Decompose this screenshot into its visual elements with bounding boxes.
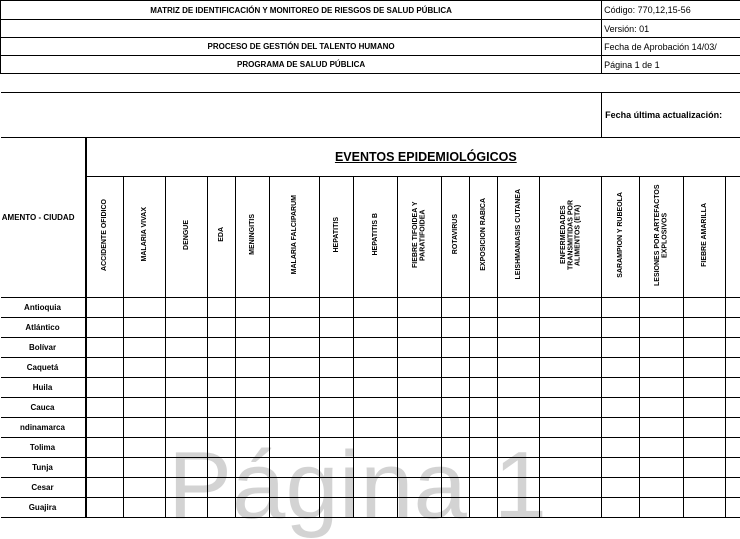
data-cell[interactable] (320, 438, 354, 458)
data-cell[interactable] (498, 418, 540, 438)
data-cell[interactable] (684, 398, 726, 418)
data-cell[interactable] (354, 438, 398, 458)
data-cell[interactable] (166, 378, 208, 398)
data-cell[interactable] (166, 398, 208, 418)
data-cell[interactable] (86, 338, 124, 358)
data-cell[interactable] (540, 338, 602, 358)
event-column-label: EDA (218, 227, 225, 242)
data-cell[interactable] (442, 358, 470, 378)
table-row (1, 338, 740, 358)
department-city-header: AMENTO - CIUDAD (1, 138, 86, 298)
data-cell[interactable] (442, 478, 470, 498)
data-cell[interactable] (208, 378, 236, 398)
data-cell[interactable] (470, 438, 498, 458)
data-cell[interactable] (124, 418, 166, 438)
data-cell[interactable] (86, 378, 124, 398)
event-column-header (320, 177, 354, 298)
data-cell[interactable] (398, 378, 442, 398)
data-cell[interactable] (498, 378, 540, 398)
data-cell[interactable] (354, 458, 398, 478)
event-column-header (540, 177, 602, 298)
data-cell[interactable] (602, 378, 640, 398)
data-cell[interactable] (498, 338, 540, 358)
data-cell[interactable] (320, 418, 354, 438)
event-column-label: SARAMPION Y RUBEOLA (617, 192, 624, 278)
data-cell[interactable] (640, 418, 684, 438)
blank-header-row (1, 20, 602, 38)
event-column-header (208, 177, 236, 298)
table-row (1, 358, 740, 378)
event-column-header (470, 177, 498, 298)
data-cell[interactable] (354, 298, 398, 318)
data-cell[interactable] (470, 498, 498, 518)
data-cell[interactable] (726, 438, 740, 458)
approval-date: Fecha de Aprobación 14/03/ (602, 38, 740, 56)
document-version: Versión: 01 (602, 20, 740, 38)
data-cell[interactable] (540, 478, 602, 498)
data-cell[interactable] (470, 338, 498, 358)
data-cell[interactable] (236, 378, 270, 398)
data-cell[interactable] (270, 498, 320, 518)
data-cell[interactable] (640, 358, 684, 378)
event-column-header (236, 177, 270, 298)
event-column-header (86, 177, 124, 298)
data-cell[interactable] (320, 458, 354, 478)
data-cell[interactable] (470, 478, 498, 498)
data-cell[interactable] (124, 338, 166, 358)
event-column-label: LESIONES POR ARTEFACTOS EXPLOSIVOS (654, 179, 669, 291)
data-cell[interactable] (166, 298, 208, 318)
table-row (1, 438, 740, 458)
data-cell[interactable] (470, 378, 498, 398)
data-cell[interactable] (602, 458, 640, 478)
data-cell[interactable] (86, 498, 124, 518)
data-cell[interactable] (86, 438, 124, 458)
event-column-header (640, 177, 684, 298)
event-column-label: HEPATITIS B (372, 213, 379, 256)
event-column-header (124, 177, 166, 298)
data-cell[interactable] (208, 458, 236, 478)
data-cell[interactable] (236, 498, 270, 518)
data-cell[interactable] (270, 418, 320, 438)
data-cell[interactable] (166, 338, 208, 358)
data-cell[interactable] (726, 498, 740, 518)
data-cell[interactable] (540, 398, 602, 418)
data-cell[interactable] (640, 478, 684, 498)
data-cell[interactable] (684, 478, 726, 498)
data-cell[interactable] (684, 378, 726, 398)
data-cell[interactable] (442, 338, 470, 358)
data-cell[interactable] (726, 358, 740, 378)
city-label: Cauca (1, 398, 86, 418)
data-cell[interactable] (470, 418, 498, 438)
data-cell[interactable] (166, 438, 208, 458)
data-cell[interactable] (208, 438, 236, 458)
data-cell[interactable] (166, 358, 208, 378)
data-cell[interactable] (602, 298, 640, 318)
table-row (1, 418, 740, 438)
data-cell[interactable] (540, 418, 602, 438)
city-label: Caquetá (1, 358, 86, 378)
data-cell[interactable] (726, 398, 740, 418)
data-cell[interactable] (470, 298, 498, 318)
data-cell[interactable] (398, 498, 442, 518)
data-cell[interactable] (398, 318, 442, 338)
data-cell[interactable] (442, 498, 470, 518)
data-cell[interactable] (124, 318, 166, 338)
data-cell[interactable] (166, 478, 208, 498)
events-title: EVENTOS EPIDEMIOLÓGICOS (86, 138, 740, 177)
data-cell[interactable] (498, 398, 540, 418)
city-label: ndinamarca (1, 418, 86, 438)
data-cell[interactable] (640, 338, 684, 358)
data-cell[interactable] (86, 298, 124, 318)
table-row (1, 458, 740, 478)
spacer-row (1, 74, 740, 93)
event-column-label: ACCIDENTE OFIDICO (101, 199, 108, 271)
data-cell[interactable] (354, 338, 398, 358)
event-column-header-partial (726, 177, 740, 298)
event-column-header (166, 177, 208, 298)
data-cell[interactable] (320, 318, 354, 338)
data-cell[interactable] (442, 438, 470, 458)
data-cell[interactable] (684, 318, 726, 338)
data-cell[interactable] (270, 298, 320, 318)
data-cell[interactable] (236, 478, 270, 498)
data-cell[interactable] (208, 358, 236, 378)
data-cell[interactable] (498, 498, 540, 518)
data-cell[interactable] (684, 358, 726, 378)
data-cell[interactable] (726, 338, 740, 358)
data-cell[interactable] (498, 298, 540, 318)
data-cell[interactable] (270, 458, 320, 478)
data-cell[interactable] (236, 458, 270, 478)
data-cell[interactable] (684, 438, 726, 458)
data-cell[interactable] (398, 398, 442, 418)
data-cell[interactable] (354, 378, 398, 398)
program-name: PROGRAMA DE SALUD PÚBLICA (1, 56, 602, 74)
data-cell[interactable] (726, 318, 740, 338)
data-cell[interactable] (86, 418, 124, 438)
data-cell[interactable] (498, 358, 540, 378)
data-cell[interactable] (270, 338, 320, 358)
data-cell[interactable] (124, 458, 166, 478)
data-cell[interactable] (166, 498, 208, 518)
data-cell[interactable] (540, 378, 602, 398)
document-code: Código: 770,12,15-56 (602, 1, 740, 20)
data-cell[interactable] (320, 378, 354, 398)
data-cell[interactable] (208, 478, 236, 498)
data-cell[interactable] (354, 398, 398, 418)
data-cell[interactable] (270, 398, 320, 418)
data-cell[interactable] (270, 318, 320, 338)
data-cell[interactable] (684, 458, 726, 478)
page-watermark: Página 1 (168, 438, 547, 534)
data-cell[interactable] (640, 298, 684, 318)
data-cell[interactable] (124, 498, 166, 518)
event-column-label: DENGUE (183, 220, 190, 250)
data-cell[interactable] (166, 418, 208, 438)
event-column-label: LEISHMANIASIS CUTANEA (515, 189, 522, 279)
data-cell[interactable] (726, 378, 740, 398)
data-cell[interactable] (498, 478, 540, 498)
data-cell[interactable] (442, 418, 470, 438)
data-cell[interactable] (398, 418, 442, 438)
data-cell[interactable] (236, 438, 270, 458)
data-cell[interactable] (398, 298, 442, 318)
data-cell[interactable] (320, 478, 354, 498)
data-cell[interactable] (208, 298, 236, 318)
data-cell[interactable] (166, 458, 208, 478)
data-cell[interactable] (684, 498, 726, 518)
data-cell[interactable] (684, 298, 726, 318)
event-column-header (498, 177, 540, 298)
data-cell[interactable] (124, 298, 166, 318)
data-cell[interactable] (442, 318, 470, 338)
data-cell[interactable] (236, 318, 270, 338)
data-cell[interactable] (540, 318, 602, 338)
table-row (1, 298, 740, 318)
city-label: Cesar (1, 478, 86, 498)
data-cell[interactable] (602, 438, 640, 458)
data-cell[interactable] (640, 438, 684, 458)
data-cell[interactable] (354, 418, 398, 438)
data-cell[interactable] (208, 398, 236, 418)
data-cell[interactable] (208, 338, 236, 358)
city-label: Huila (1, 378, 86, 398)
data-cell[interactable] (354, 498, 398, 518)
data-cell[interactable] (236, 338, 270, 358)
data-cell[interactable] (602, 358, 640, 378)
table-row (1, 498, 740, 518)
data-cell[interactable] (86, 318, 124, 338)
city-label: Antioquia (1, 298, 86, 318)
data-cell[interactable] (208, 418, 236, 438)
data-cell[interactable] (498, 458, 540, 478)
data-cell[interactable] (640, 458, 684, 478)
data-cell[interactable] (236, 298, 270, 318)
data-cell[interactable] (602, 398, 640, 418)
event-column-label: FIEBRE AMARILLA (701, 203, 708, 267)
data-cell[interactable] (270, 378, 320, 398)
data-cell[interactable] (208, 318, 236, 338)
data-cell[interactable] (236, 418, 270, 438)
event-column-label: EXPOSICION RABICA (480, 198, 487, 271)
data-cell[interactable] (726, 478, 740, 498)
event-column-label: HEPATITIS (333, 217, 340, 253)
table-row (1, 478, 740, 498)
data-cell[interactable] (640, 378, 684, 398)
table-row (1, 318, 740, 338)
data-cell[interactable] (124, 378, 166, 398)
data-cell[interactable] (398, 438, 442, 458)
data-cell[interactable] (498, 318, 540, 338)
data-cell[interactable] (470, 458, 498, 478)
data-cell[interactable] (470, 358, 498, 378)
data-cell[interactable] (442, 458, 470, 478)
data-cell[interactable] (166, 318, 208, 338)
data-cell[interactable] (470, 398, 498, 418)
data-cell[interactable] (540, 438, 602, 458)
matrix-title: MATRIZ DE IDENTIFICACIÓN Y MONITOREO DE RIESGOS DE SALUD PÚBLICA (1, 1, 602, 20)
data-cell[interactable] (320, 338, 354, 358)
city-label: Tolima (1, 438, 86, 458)
event-column-header (684, 177, 726, 298)
event-column-label: FIEBRE TIFOIDEA Y PARATIFOIDEA (412, 179, 427, 291)
data-cell[interactable] (470, 318, 498, 338)
data-cell[interactable] (270, 438, 320, 458)
city-label: Bolívar (1, 338, 86, 358)
data-cell[interactable] (236, 398, 270, 418)
last-update-label: Fecha última actualización: (602, 93, 740, 138)
process-name: PROCESO DE GESTIÓN DEL TALENTO HUMANO (1, 38, 602, 56)
data-cell[interactable] (498, 438, 540, 458)
event-column-label: ROTAVIRUS (452, 214, 459, 254)
data-cell[interactable] (602, 338, 640, 358)
data-cell[interactable] (86, 478, 124, 498)
event-column-label: MALARIA VIVAX (141, 207, 148, 261)
data-cell[interactable] (442, 378, 470, 398)
data-cell[interactable] (726, 418, 740, 438)
data-cell[interactable] (540, 458, 602, 478)
data-cell[interactable] (86, 458, 124, 478)
event-column-header (602, 177, 640, 298)
data-cell[interactable] (270, 358, 320, 378)
data-cell[interactable] (398, 358, 442, 378)
data-cell[interactable] (640, 398, 684, 418)
city-label: Atlántico (1, 318, 86, 338)
data-cell[interactable] (124, 478, 166, 498)
data-cell[interactable] (442, 398, 470, 418)
data-cell[interactable] (684, 418, 726, 438)
data-cell[interactable] (354, 478, 398, 498)
data-cell[interactable] (354, 318, 398, 338)
data-cell[interactable] (398, 458, 442, 478)
data-cell[interactable] (398, 478, 442, 498)
event-column-label: ENFERMEDADES TRANSMITIDAS POR ALIMENTOS (ETA) (560, 179, 582, 291)
data-cell[interactable] (270, 478, 320, 498)
data-cell[interactable] (540, 498, 602, 518)
data-cell[interactable] (602, 318, 640, 338)
data-cell[interactable] (684, 338, 726, 358)
data-cell[interactable] (208, 498, 236, 518)
data-cell[interactable] (540, 298, 602, 318)
page-number: Página 1 de 1 (602, 56, 740, 74)
data-cell[interactable] (354, 358, 398, 378)
data-cell[interactable] (602, 418, 640, 438)
data-cell[interactable] (124, 438, 166, 458)
data-cell[interactable] (640, 498, 684, 518)
event-column-label: MENINGITIS (249, 214, 256, 255)
data-cell[interactable] (86, 398, 124, 418)
data-cell[interactable] (640, 318, 684, 338)
data-cell[interactable] (320, 358, 354, 378)
data-cell[interactable] (236, 358, 270, 378)
data-cell[interactable] (602, 478, 640, 498)
data-cell[interactable] (320, 298, 354, 318)
event-column-header (354, 177, 398, 298)
data-cell[interactable] (398, 338, 442, 358)
data-cell[interactable] (86, 358, 124, 378)
table-row (1, 398, 740, 418)
data-cell[interactable] (442, 298, 470, 318)
data-cell[interactable] (602, 498, 640, 518)
event-column-header (270, 177, 320, 298)
data-cell[interactable] (124, 358, 166, 378)
data-cell[interactable] (320, 398, 354, 418)
data-cell[interactable] (540, 358, 602, 378)
city-label: Tunja (1, 458, 86, 478)
table-row (1, 378, 740, 398)
data-cell[interactable] (726, 458, 740, 478)
data-cell[interactable] (726, 298, 740, 318)
data-cell[interactable] (124, 398, 166, 418)
update-blank-cell (1, 93, 602, 138)
data-cell[interactable] (320, 498, 354, 518)
event-column-header (442, 177, 470, 298)
event-column-label: MALARIA FALCIPARUM (291, 195, 298, 274)
event-column-header (398, 177, 442, 298)
city-label: Guajira (1, 498, 86, 518)
